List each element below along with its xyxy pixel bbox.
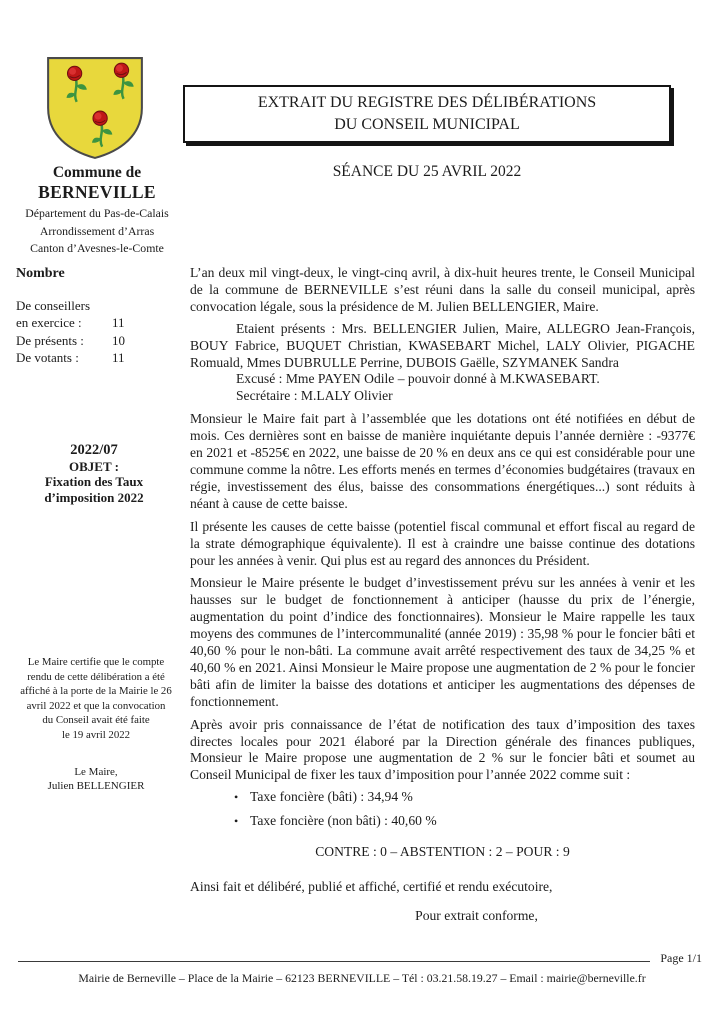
footer-divider — [18, 961, 650, 962]
commune-name: BERNEVILLE — [38, 182, 156, 203]
certification-date: le 19 avril 2022 — [61, 728, 131, 741]
tax-rate-item-non-bati: • Taxe foncière (non bâti) : 40,60 % — [234, 813, 695, 830]
objet-line1: Fixation des Taux — [44, 474, 144, 490]
deliberation-reference — [10, 442, 178, 505]
count-label: De conseillers — [16, 298, 91, 313]
count-value: 10 — [112, 332, 125, 348]
counts-table — [16, 297, 184, 366]
reference-number: 2022/07 — [70, 442, 118, 458]
signature-name: Julien BELLENGIER — [47, 780, 145, 793]
deliberation-body — [190, 265, 695, 925]
paragraph-secretaire: Secrétaire : M.LALY Olivier — [236, 388, 393, 404]
commune-label: Commune de — [52, 164, 142, 181]
count-label: De présents : — [16, 332, 84, 348]
footer-rule-row — [18, 952, 702, 965]
commune-crest-icon — [44, 55, 146, 161]
commune-district: Arrondissement d’Arras — [39, 223, 155, 238]
objet-line2: d’imposition 2022 — [44, 489, 144, 505]
paragraph-causes: Il présente les causes de cette baisse (potentiel fiscal communal et effort fiscal au regard de la strate démographique équivalente). Il est à craindre une baisse continue des dotations pour les années à venir. Qui plus est au regard des annonces du Président. — [190, 518, 695, 568]
count-row — [16, 332, 184, 349]
count-value: 11 — [112, 315, 125, 331]
commune-identity — [6, 163, 188, 257]
closing-statement: Ainsi fait et délibéré, publié et affiché, certifié et rendu exécutoire, — [190, 879, 553, 894]
objet-label: OBJET : — [69, 459, 119, 475]
registry-title-line2: DU CONSEIL MUNICIPAL — [334, 115, 520, 133]
paragraph-opening: L’an deux mil vingt-deux, le vingt-cinq avril, à dix-huit heures trente, le Conseil Municipal de la commune de BERNEVILLE s’est réuni dans la salle du conseil municipal, après convocation légale, sous la présidence de M. Julien BELLENGIER, Maire. — [190, 265, 695, 314]
signature-block — [20, 765, 172, 794]
footer-address: Mairie de Berneville – Place de la Mairie – 62123 BERNEVILLE – Tél : 03.21.58.19.27 – Email : mairie@berneville.fr — [78, 971, 646, 985]
count-label: De votants : — [16, 349, 79, 365]
paragraph-dotations: Monsieur le Maire fait part à l’assemblée que les dotations ont été notifiées en début de mois. Ces dernières sont en baisse de manière inquiétante depuis l’année dernière : -9377€ en 2021 et -8525€ en 2022, une baisse de 20 % en deux ans ce qui est considérable pour une commune comme la nôtre. Les efforts menés en termes d’économies budgétaires (travaux en régie, investissement des élus, baisse des consommations énergétiques...) sont réduits à néant à cause de cette baisse. — [190, 411, 695, 511]
nombre-heading: Nombre — [16, 266, 65, 281]
count-label: en exercice : — [16, 315, 82, 331]
page-number: Page 1/1 — [660, 951, 702, 965]
session-title: SÉANCE DU 25 AVRIL 2022 — [332, 163, 522, 180]
count-row — [16, 314, 184, 331]
tax-rates-list — [234, 789, 695, 830]
commune-canton: Canton d’Avesnes-le-Comte — [30, 241, 164, 256]
count-row — [16, 349, 184, 366]
extrait-conforme: Pour extrait conforme, — [415, 907, 538, 923]
registry-title-box — [183, 85, 671, 143]
paragraph-budget: Monsieur le Maire présente le budget d’investissement prévu sur les années à venir et les hausses sur le budget de fonctionnement à anticiper (hausse du prix de l’énergie, augmentation du point d’indice des fonctionnaires). Monsieur le Maire rappelle les taux moyens des communes de l’intercommunalité (année 2019) : 35,98 % pour le foncier bâti et 40,60 % pour le non-bâti. La commune avait arrêté respectivement des taux de 34,25 % et 40,60 % en 2021. Ainsi Monsieur le Maire propose une augmentation de 2 % pour le foncier bâti afin de limiter la baisse des dotations et anticiper les augmentations des dépenses de fonctionnement. — [190, 575, 695, 709]
count-row — [16, 297, 184, 314]
paragraph-presents: Etaient présents : Mrs. BELLENGIER Julien, Maire, ALLEGRO Jean-François, BOUY Fabrice, BUQUET Christian, KWASEBART Michel, LALY Olivier, PIGACHE Romuald, Mmes DUBRULLE Perrine, DUBOIS Gaëlle, SZYMANEK Sandra — [190, 320, 695, 370]
signature-role: Le Maire, — [74, 766, 118, 778]
registry-title-line1: EXTRAIT DU REGISTRE DES DÉLIBÉRATIONS — [257, 94, 597, 111]
commune-department: Département du Pas-de-Calais — [25, 206, 169, 221]
paragraph-proposition: Après avoir pris connaissance de l’état de notification des taux d’imposition des taxes directes locales pour 2021 élaboré par la Direction générale des finances publiques, Monsieur le Maire propose une augmentation de 2 % sur le foncier bâti et soumet au Conseil Municipal de fixer les taux d’imposition pour l’année 2022 comme suit : — [190, 716, 695, 783]
count-value: 11 — [112, 349, 125, 365]
tax-rate-item-bati: • Taxe foncière (bâti) : 34,94 % — [234, 789, 695, 806]
paragraph-excuse: Excusé : Mme PAYEN Odile – pouvoir donné à M.KWASEBART. — [236, 371, 600, 387]
certification-text: Le Maire certifie que le compte rendu de cette délibération a été affiché à la porte de la Mairie le 26 avril 2022 et que la convocation du Conseil avait été faite — [20, 656, 172, 727]
vote-results: CONTRE : 0 – ABSTENTION : 2 – POUR : 9 — [315, 844, 570, 860]
sidebar-counts — [16, 266, 184, 366]
certification-note — [20, 655, 172, 742]
